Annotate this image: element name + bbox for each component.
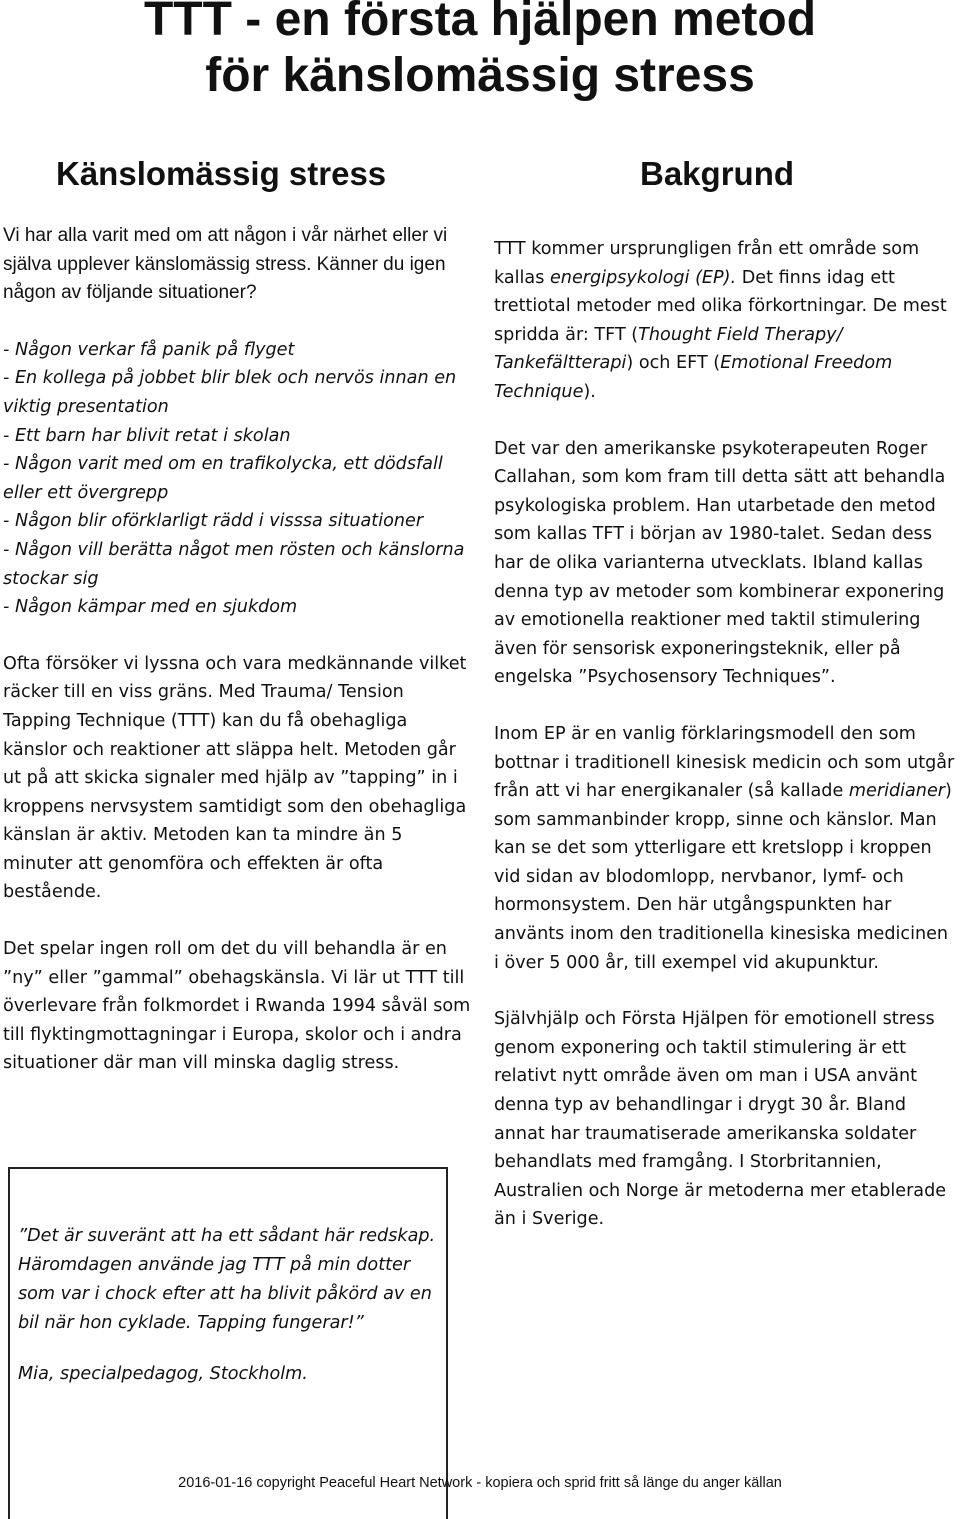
background-paragraph-4: Självhjälp och Första Hjälpen för emotionell stress genom exponering och taktil stimulering är ett relativt nytt område även om man i USA använt denna typ av behandlingar i drygt 30 år. Bland annat har traumatiserade amerikanska soldater behandlats med framgång. I Storbritannien, Australien och Norge är metoderna mer etablerade än i Sverige. [494,1009,947,1230]
title-line-1: TTT - en första hjälpen metod [143,0,817,46]
background-paragraph-2: Det var den amerikanske psykoterapeuten Roger Callahan, som kom fram till detta sätt att behandla psykologiska problem. Han utarbetade den metod som kallas TFT i början av 1980-talet. Sedan dess har de olika varianterna utvecklats. Ibland kallas denna typ av metoder som kombinerar exponering av emotionella reaktioner med taktil stimulering även för sensorisk exponeringsteknik, eller på engelska ”Psychosensory Techniques”. [494,438,946,688]
footer-copyright: 2016-01-16 copyright Peaceful Heart Network - kopiera och sprid fritt så länge du anger källan [178,1475,782,1491]
list-item: - Någon varit med om en trafikolycka, ett dödsfall eller ett övergrepp [3,454,443,503]
background-paragraph-3: Inom EP är en vanlig förklaringsmodell den som bottnar i traditionell kinesisk medicin och som utgår från att vi har energikanaler (så kallade meridianer) som sammanbinder kropp, sinne och känslor. Man kan se det som ytterligare ett kretslopp i kroppen vid sidan av blodomlopp, nervbanor, lymf- och hormonsystem. Den här utgångspunkten har använts inom den traditionella kinesiska medicinen i över 5 000 år, till exempel vid akupunktur. [494,723,955,973]
page-title [0,0,960,104]
list-item: - Ett barn har blivit retat i skolan [3,425,291,446]
intro-paragraph: Vi har alla varit med om att någon i vår närhet eller vi själva upplever känslomässig stress. Känner du igen någon av följande situationer? [3,225,448,304]
list-item: - Någon kämpar med en sjukdom [3,597,298,618]
list-item: - Någon blir oförklarligt rädd i visssa situationer [3,511,424,532]
right-heading: Bakgrund [640,155,795,192]
usage-paragraph: Det spelar ingen roll om det du vill behandla är en ”ny” eller ”gammal” obehagskänsla. Vi lär ut TTT till överlevare från folkmordet i Rwanda 1994 såväl som till flyktingmottagningar i Europa, skolor och i andra situationer där man vill minska daglig stress. [3,939,471,1074]
background-paragraph-1: TTT kommer ursprungligen från ett område som kallas energipsykologi (EP). Det finns idag ett trettiotal metoder med olika förkortningar. De mest spridda är: TFT (Thought Field Therapy/ Tankefältterapi) och EFT (Emotional Freedom Technique). [494,239,947,402]
left-heading: Känslomässig stress [56,155,387,192]
list-item: - Någon verkar få panik på flyget [3,339,295,360]
situation-list [3,336,473,622]
title-line-2: för känslomässig stress [205,49,755,102]
list-item: - En kollega på jobbet blir blek och nervös innan en viktig presentation [3,368,457,417]
testimonial [18,1222,448,1389]
testimonial-quote: ”Det är suveränt att ha ett sådant här redskap. Häromdagen använde jag TTT på min dotter som var i chock efter att ha blivit påkörd av en bil när hon cyklade. Tapping fungerar!” [18,1226,436,1333]
right-column [494,235,958,1234]
list-item: - Någon vill berätta något men rösten och känslorna stockar sig [3,539,465,589]
method-paragraph: Ofta försöker vi lyssna och vara medkännande vilket räcker till en viss gräns. Med Trauma/ Tension Tapping Technique (TTT) kan du få obehagliga känslor och reaktioner att släppa helt. Metoden går ut på att skicka signaler med hjälp av ”tapping” in i kroppens nervsystem samtidigt som den obehagliga känslan är aktiv. Metoden kan ta mindre än 5 minuter att genomföra och effekten är ofta bestående. [3,653,467,903]
testimonial-signature: Mia, specialpedagog, Stockholm. [18,1364,308,1384]
left-column [3,222,473,1078]
